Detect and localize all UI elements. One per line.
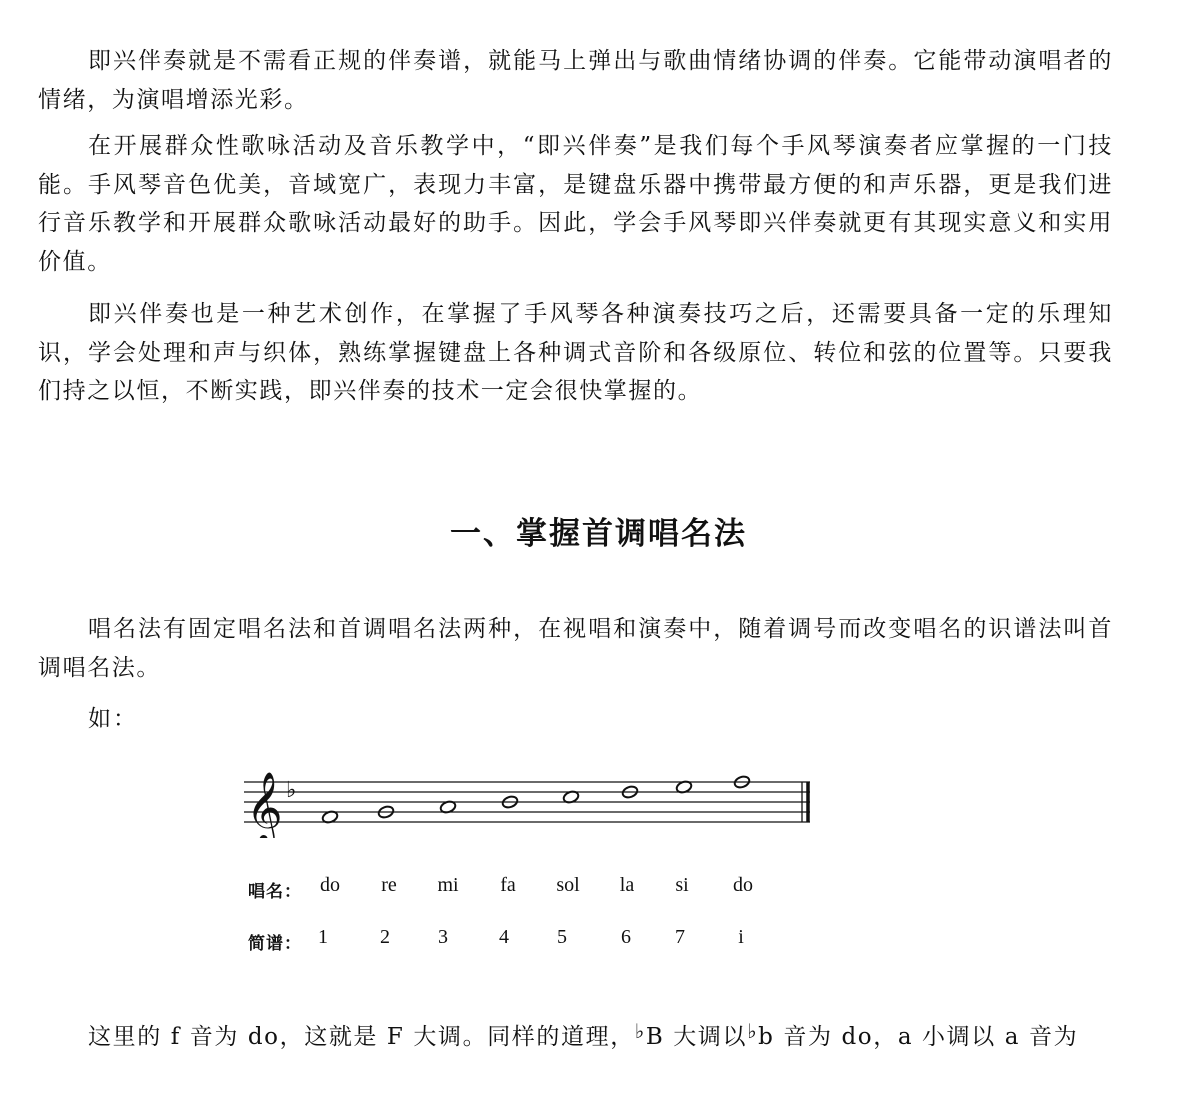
solfege-syllable: la: [619, 874, 635, 896]
final-line: [88, 1018, 1078, 1051]
example-label: 如：: [88, 706, 138, 732]
solfege-syllable: re: [381, 874, 397, 896]
jianpu-numeral: 1: [318, 926, 328, 948]
solfege-syllable: do: [320, 874, 340, 896]
jianpu-numeral: 7: [675, 926, 685, 948]
final-line-part1: 这里的 f 音为 do，这就是 F 大调。同样的道理，: [88, 1024, 635, 1050]
staff-lines: [244, 782, 810, 822]
final-line-part3: b 音为 do，a 小调以 a 音为: [758, 1024, 1079, 1050]
solfege-syllable: do: [733, 874, 753, 896]
jianpu-numeral: 6: [621, 926, 631, 948]
solfege-syllable: mi: [437, 874, 459, 896]
paragraph-solfege-method: 唱名法有固定唱名法和首调唱名法两种，在视唱和演奏中，随着调号而改变唱名的识谱法叫首调唱名法。: [38, 616, 1113, 681]
jianpu-numeral: i: [738, 926, 744, 948]
solfege-label: 唱名：: [248, 882, 302, 902]
jianpu-numeral: 3: [438, 926, 448, 948]
flat-key-signature-icon: ♭: [286, 778, 297, 803]
section-heading: 一、掌握首调唱名法: [450, 516, 747, 552]
music-staff: [238, 768, 818, 838]
solfege-syllable: sol: [556, 874, 580, 896]
solfege-syllable: fa: [500, 874, 516, 896]
paragraph-intro: 即兴伴奏就是不需看正规的伴奏谱，就能马上弹出与歌曲情绪协调的伴奏。它能带动演唱者的情绪，为演唱增添光彩。: [38, 48, 1113, 113]
final-line-part2: B 大调以: [645, 1024, 748, 1050]
treble-clef-icon: 𝄞: [246, 770, 283, 838]
flat-sign-icon: ♭: [747, 1019, 759, 1043]
paragraph-artistic-creation: 即兴伴奏也是一种艺术创作，在掌握了手风琴各种演奏技巧之后，还需要具备一定的乐理知识，学会处理和声与织体，熟练掌握键盘上各种调式音阶和各级原位、转位和弦的位置等。只要我们持之以恒，不断实践，即兴伴奏的技术一定会很快掌握的。: [38, 301, 1113, 404]
jianpu-numeral: 4: [499, 926, 509, 948]
jianpu-label: 简谱：: [248, 934, 302, 954]
solfege-syllable: si: [675, 874, 689, 896]
paragraph-accordion-skill: 在开展群众性歌咏活动及音乐教学中，“即兴伴奏”是我们每个手风琴演奏者应掌握的一门技能。手风琴音色优美，音域宽广，表现力丰富，是键盘乐器中携带最方便的和声乐器，更是我们进行音乐教学和开展群众歌咏活动最好的助手。因此，学会手风琴即兴伴奏就更有其现实意义和实用价值。: [38, 133, 1113, 275]
flat-sign-icon: ♭: [634, 1019, 646, 1043]
jianpu-numeral: 2: [380, 926, 390, 948]
jianpu-numeral: 5: [557, 926, 567, 948]
